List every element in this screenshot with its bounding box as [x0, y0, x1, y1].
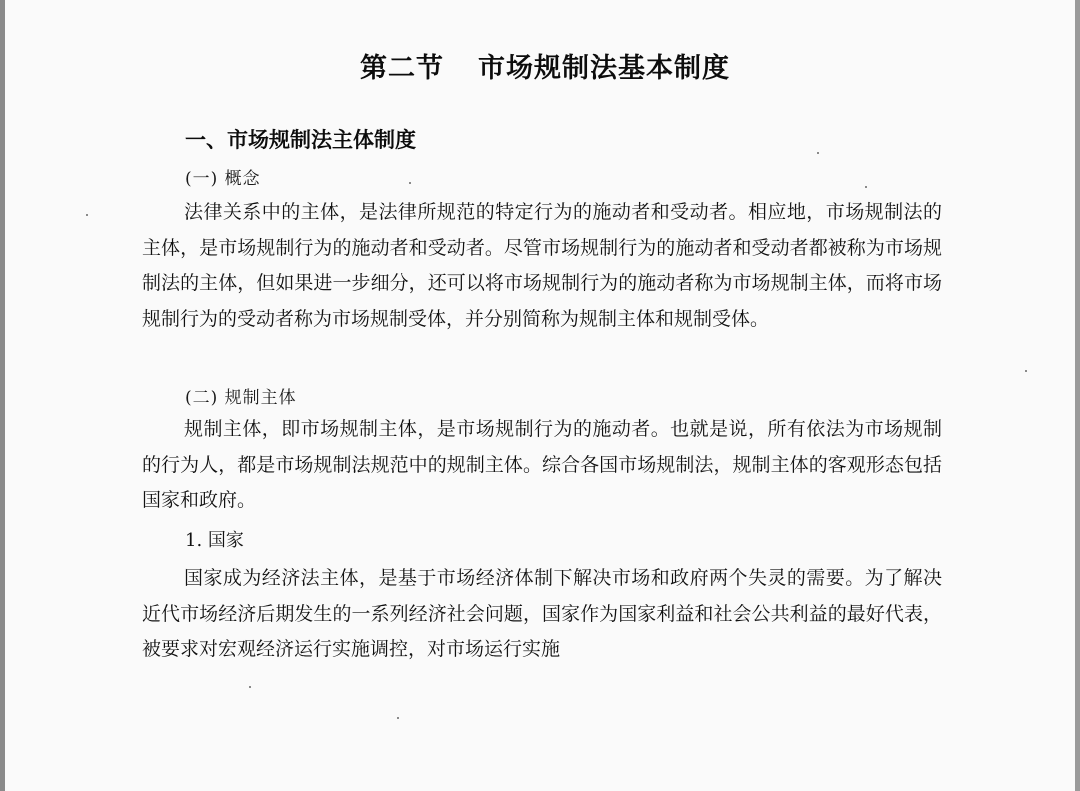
- paragraph-regulatory-subject: 规制主体，即市场规制主体，是市场规制行为的施动者。也就是说，所有依法为市场规制的行为人，都是市场规制法规范中的规制主体。综合各国市场规制法，规制主体的客观形态包括国家和政府。: [142, 418, 942, 511]
- scan-speck: [1025, 370, 1027, 372]
- scan-speck: [817, 152, 819, 154]
- item-state: 1. 国家: [185, 530, 244, 551]
- paragraph-state: 国家成为经济法主体，是基于市场经济体制下解决市场和政府两个失灵的需要。为了解决近代市场经济后期发生的一系列经济社会问题，国家作为国家利益和社会公共利益的最好代表，被要求对宏观经济运行实施调控，对市场运行实施: [142, 567, 942, 660]
- subheading-concept: (一) 概念: [185, 169, 261, 189]
- section-heading: 市场规制法基本制度: [478, 53, 730, 84]
- section-title: [5, 46, 1080, 85]
- scan-speck: [865, 186, 867, 188]
- section-number: 第二节: [360, 53, 444, 84]
- scan-speck: [409, 182, 411, 184]
- subheading-regulatory-subject: (二) 规制主体: [185, 388, 297, 408]
- scan-speck: [397, 717, 399, 719]
- scan-speck: [249, 686, 251, 688]
- paragraph-concept: 法律关系中的主体，是法律所规范的特定行为的施动者和受动者。相应地，市场规制法的主体，是市场规制行为的施动者和受动者。尽管市场规制行为的施动者和受动者都被称为市场规制法的主体，但如果进一步细分，还可以将市场规制行为的施动者称为市场规制主体，而将市场规制行为的受动者称为市场规制受体，并分别简称为规制主体和规制受体。: [142, 201, 942, 330]
- scan-speck: [86, 214, 88, 216]
- heading-level1: 一、市场规制法主体制度: [185, 128, 416, 152]
